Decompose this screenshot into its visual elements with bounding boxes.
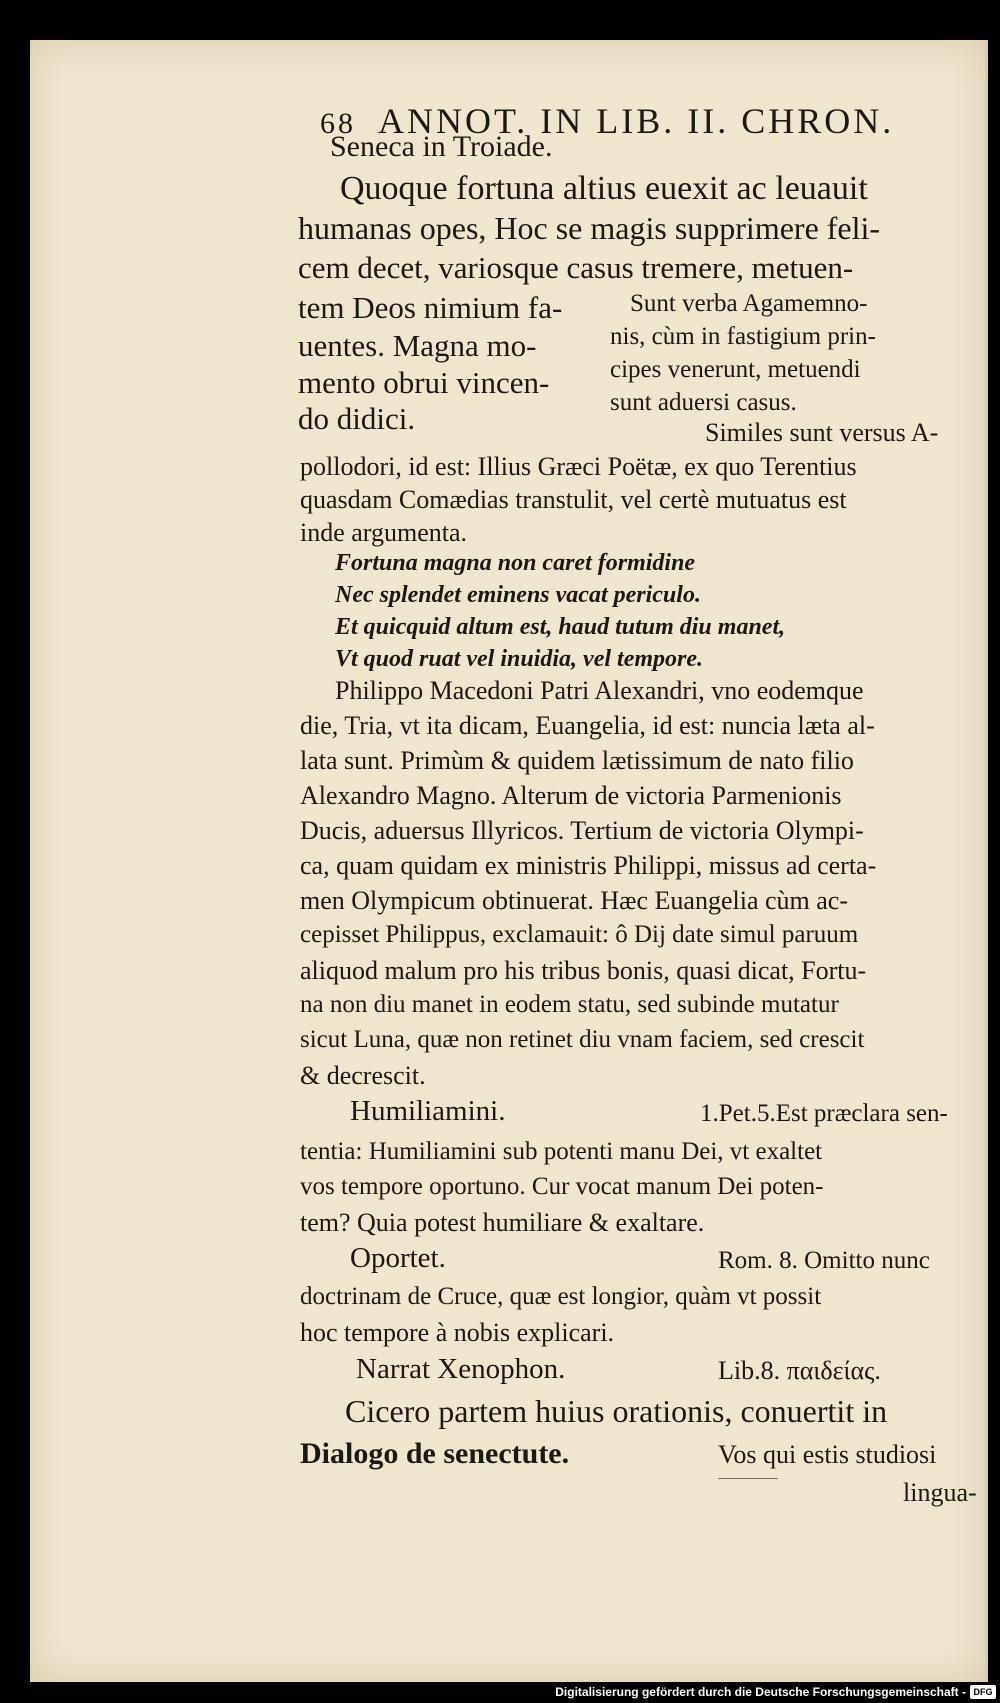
text-line: tem Deos nimium fa- [298, 290, 563, 325]
catchword: lingua- [903, 1478, 977, 1507]
reference-humiliamini: 1.Pet.5.Est præclara sen- [700, 1100, 948, 1127]
text-line: Seneca in Troiade. [330, 130, 553, 163]
text-line: pollodori, id est: Illius Græci Poëtæ, ex quo Terentius [300, 452, 857, 481]
text-line: Vos qui estis studiosi [718, 1440, 937, 1469]
verse-line: Vt quod ruat vel inuidia, vel tempore. [335, 646, 704, 672]
text-line: quasdam Comædias transtulit, vel certè mutuatus est [300, 485, 847, 514]
reference-oportet: Rom. 8. Omitto nunc [718, 1247, 930, 1274]
paragraph-line: Philippo Macedoni Patri Alexandri, vno eodemque [335, 676, 864, 705]
text-line: humanas opes, Hoc se magis supprimere feli- [298, 210, 881, 246]
text-line: Quoque fortuna altius euexit ac leuauit [340, 170, 868, 207]
paragraph-line: die, Tria, vt ita dicam, Euangelia, id est: nuncia læta al- [300, 711, 875, 740]
paragraph-line: na non diu manet in eodem statu, sed subinde mutatur [300, 991, 839, 1018]
verse-line: Et quicquid altum est, haud tutum diu manet, [335, 614, 786, 640]
text-line: uentes. Magna mo- [298, 328, 537, 363]
paragraph-line: Ducis, aduersus Illyricos. Tertium de victoria Olympi- [300, 816, 864, 845]
page-number: 68 [320, 107, 356, 140]
text-line: mento obrui vincen- [298, 365, 550, 400]
margin-note-line: nis, cùm in fastigium prin- [610, 323, 876, 350]
text-line: Similes sunt versus A- [705, 418, 939, 447]
entry-line: tentia: Humiliamini sub potenti manu Dei, vt exaltet [300, 1138, 823, 1165]
lemma-xenophon: Narrat Xenophon. [356, 1353, 566, 1385]
verse-line: Fortuna magna non caret formidine [335, 550, 696, 576]
digitization-footer [0, 1682, 1000, 1703]
paragraph-line: aliquod malum pro his tribus bonis, quasi dicat, Fortu- [300, 956, 867, 985]
lemma-oportet: Oportet. [350, 1242, 446, 1274]
paragraph-line: lata sunt. Primùm & quidem lætissimum de nato filio [300, 746, 854, 775]
paragraph-line: ca, quam quidam ex ministris Philippi, missus ad certa- [300, 851, 877, 880]
paragraph-line: sicut Luna, quæ non retinet diu vnam faciem, sed crescit [300, 1026, 865, 1053]
paragraph-line: & decrescit. [300, 1061, 426, 1090]
paragraph-line: cepisset Philippus, exclamauit: ô Dij date simul paruum [300, 921, 859, 948]
text-line: Dialogo de senectute. [300, 1437, 570, 1470]
reference-xenophon: Lib.8. παιδείας. [718, 1356, 881, 1385]
entry-line: tem? Quia potest humiliare & exaltare. [300, 1208, 705, 1237]
lemma-humiliamini: Humiliamini. [350, 1095, 506, 1127]
entry-line: hoc tempore à nobis explicari. [300, 1318, 615, 1347]
divider [718, 1478, 778, 1479]
margin-note-line: cipes venerunt, metuendi [610, 356, 861, 383]
margin-note-line: Sunt verba Agamemno- [630, 290, 868, 317]
paragraph-line: Alexandro Magno. Alterum de victoria Parmenionis [300, 781, 842, 810]
text-line: inde argumenta. [300, 518, 468, 547]
margin-note-line: sunt aduersi casus. [610, 389, 797, 416]
running-title: ANNOT. IN LIB. II. CHRON. [378, 101, 895, 141]
text-line: Cicero partem huius orationis, conuertit in [345, 1393, 888, 1429]
verse-line: Nec splendet eminens vacat periculo. [335, 582, 701, 608]
dfg-logo: DFG [970, 1685, 996, 1699]
text-line: cem decet, variosque casus tremere, metuen- [298, 250, 854, 285]
paragraph-line: men Olympicum obtinuerat. Hæc Euangelia cùm ac- [300, 886, 848, 915]
text-line: do didici. [298, 401, 416, 436]
footer-credit: Digitalisierung gefördert durch die Deutsche Forschungsgemeinschaft - [555, 1685, 966, 1699]
entry-line: doctrinam de Cruce, quæ est longior, quàm vt possit [300, 1283, 822, 1310]
entry-line: vos tempore oportuno. Cur vocat manum Dei poten- [300, 1173, 824, 1200]
